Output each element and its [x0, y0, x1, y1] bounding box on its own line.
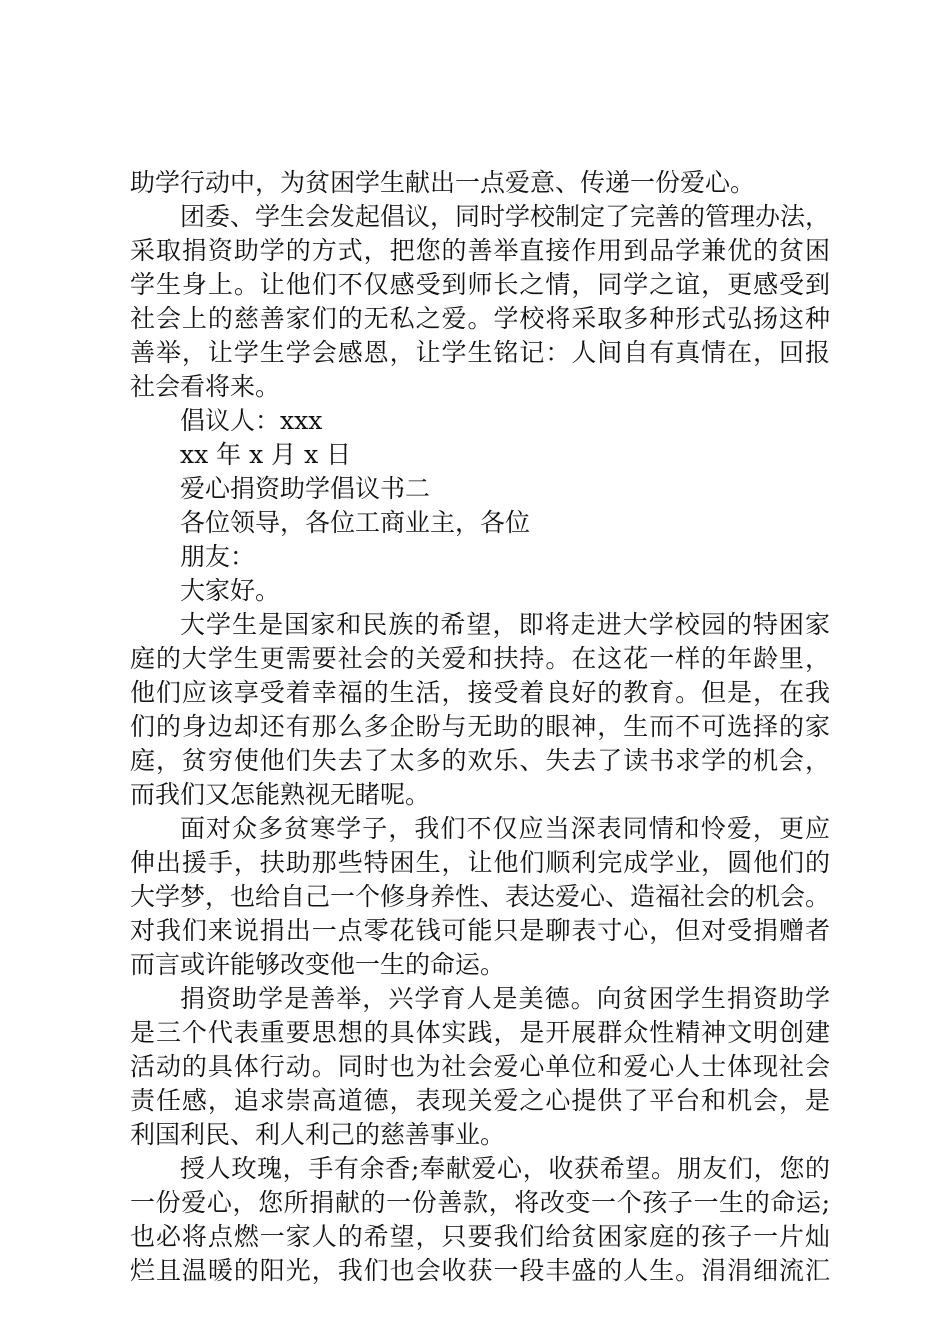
document-page: [130, 166, 830, 1288]
text-line: xx 年 x 月 x 日: [180, 440, 352, 469]
text-line: 对我们来说捐出一点零花钱可能只是聊表寸心，但对受捐赠者: [130, 916, 830, 945]
text-line: 捐资助学是善举，兴学育人是美德。向贫困学生捐资助学: [180, 984, 830, 1013]
text-line: 学生身上。让他们不仅感受到师长之情，同学之谊，更感受到: [130, 270, 830, 299]
text-line: 大学梦，也给自己一个修身养性、表达爱心、造福社会的机会。: [130, 882, 831, 911]
text-line: 一份爱心，您所捐献的一份善款，将改变一个孩子一生的命运;: [130, 1188, 830, 1217]
text-line: 朋友：: [180, 542, 256, 571]
text-line: 责任感，追求崇高道德，表现关爱之心提供了平台和机会，是: [130, 1086, 830, 1115]
text-line: 各位领导，各位工商业主，各位: [180, 508, 531, 537]
text-line: 授人玫瑰，手有余香;奉献爱心，收获希望。朋友们，您的: [180, 1154, 830, 1183]
text-line: 是三个代表重要思想的具体实践，是开展群众性精神文明创建: [130, 1018, 830, 1047]
text-line: 也必将点燃一家人的希望，只要我们给贫困家庭的孩子一片灿: [130, 1222, 830, 1251]
text-line: 烂且温暖的阳光，我们也会收获一段丰盛的人生。涓涓细流汇: [130, 1256, 830, 1285]
text-line: 他们应该享受着幸福的生活，接受着良好的教育。但是，在我: [130, 678, 830, 707]
text-line: 庭，贫穷使他们失去了太多的欢乐、失去了读书求学的机会，: [130, 746, 830, 775]
text-line: 助学行动中，为贫困学生献出一点爱意、传递一份爱心。: [130, 168, 756, 197]
text-line: 利国利民、利人利己的慈善事业。: [130, 1120, 506, 1149]
text-line: 活动的具体行动。同时也为社会爱心单位和爱心人士体现社会: [130, 1052, 830, 1081]
text-line: 采取捐资助学的方式，把您的善举直接作用到品学兼优的贫困: [130, 236, 830, 265]
text-line: 伸出援手，扶助那些特困生，让他们顺利完成学业，圆他们的: [130, 848, 830, 877]
text-line: 庭的大学生更需要社会的关爱和扶持。在这花一样的年龄里，: [130, 644, 830, 673]
text-line: 团委、学生会发起倡议，同时学校制定了完善的管理办法，: [180, 202, 831, 231]
text-line: 社会看将来。: [130, 372, 281, 401]
text-line: 善举，让学生学会感恩，让学生铭记：人间自有真情在，回报: [130, 338, 830, 367]
text-line: 爱心捐资助学倡议书二: [180, 474, 431, 503]
text-line: 而言或许能够改变他一生的命运。: [130, 950, 506, 979]
text-line: 大学生是国家和民族的希望，即将走进大学校园的特困家: [180, 610, 830, 639]
text-line: 面对众多贫寒学子，我们不仅应当深表同情和怜爱，更应: [180, 814, 830, 843]
text-line: 们的身边却还有那么多企盼与无助的眼神，生而不可选择的家: [130, 712, 830, 741]
text-line: 倡议人：xxx: [180, 406, 323, 435]
text-line: 社会上的慈善家们的无私之爱。学校将采取多种形式弘扬这种: [130, 304, 830, 333]
text-line: 而我们又怎能熟视无睹呢。: [130, 780, 431, 809]
text-line: 大家好。: [180, 576, 281, 605]
